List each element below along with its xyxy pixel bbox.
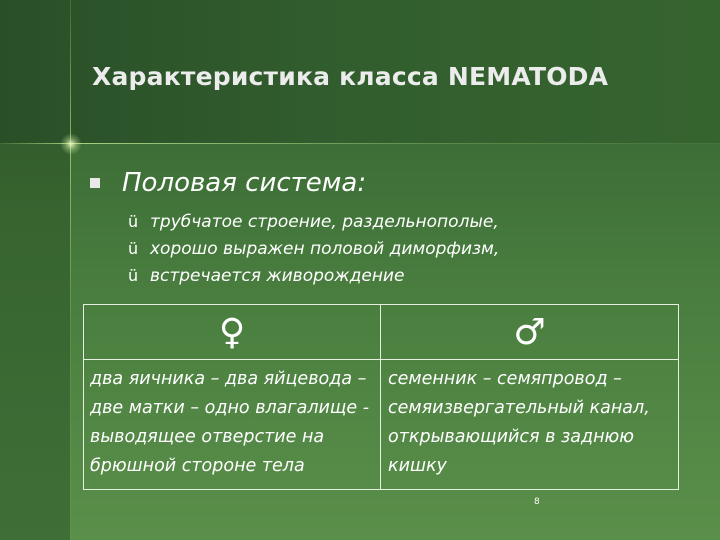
list-item xyxy=(128,235,499,262)
section-heading: Половая система: xyxy=(122,168,367,198)
check-list xyxy=(128,208,499,289)
list-item xyxy=(128,208,499,235)
male-line: семенник – семяпровод – xyxy=(388,369,622,389)
female-line: две матки – одно влагалище - xyxy=(90,398,370,418)
comparison-table xyxy=(83,304,679,490)
horizontal-accent-line xyxy=(0,143,720,144)
row-divider xyxy=(84,359,678,360)
list-item-text: хорошо выражен половой диморфизм, xyxy=(150,238,500,259)
list-item xyxy=(128,262,499,289)
male-line: открывающийся в заднюю xyxy=(388,427,635,447)
square-bullet-icon xyxy=(90,178,100,188)
female-line: два яичника – два яйцевода – xyxy=(90,369,367,389)
male-description xyxy=(388,365,650,481)
slide-title: Характеристика класса NEMATODA xyxy=(92,62,609,91)
section-heading-row xyxy=(90,165,366,201)
female-symbol-icon: ♀ xyxy=(218,312,246,353)
checkmark-icon: ü xyxy=(128,239,139,258)
glint-decoration xyxy=(60,133,82,155)
male-symbol-icon: ♂ xyxy=(513,312,546,353)
list-item-text: трубчатое строение, раздельнополые, xyxy=(150,211,499,232)
female-description xyxy=(90,365,369,481)
vertical-accent-line xyxy=(70,0,71,540)
list-item-text: встречается живорождение xyxy=(150,265,405,286)
female-line: брюшной стороне тела xyxy=(90,456,305,476)
male-line: кишку xyxy=(388,456,447,476)
checkmark-icon: ü xyxy=(128,212,139,231)
female-line: выводящее отверстие на xyxy=(90,427,325,447)
page-number: 8 xyxy=(534,497,540,507)
checkmark-icon: ü xyxy=(128,266,139,285)
male-line: семяизвергательный канал, xyxy=(388,398,650,418)
